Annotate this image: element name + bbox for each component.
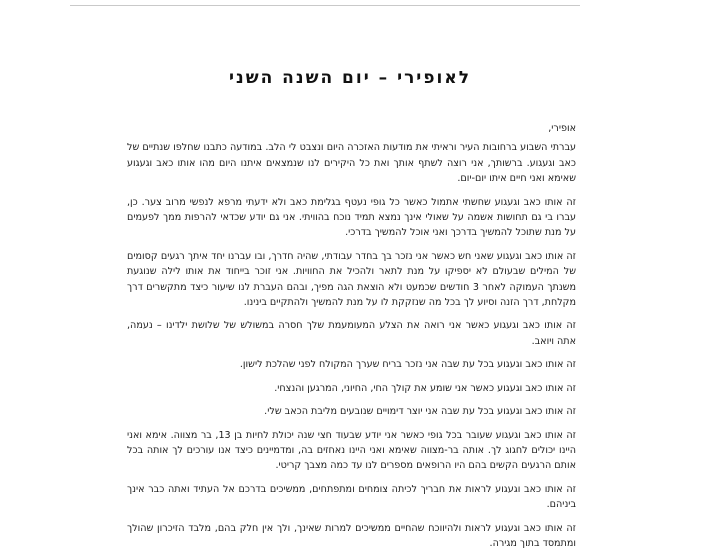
letter-greeting: אופירי, xyxy=(548,123,576,134)
letter-body xyxy=(127,121,576,559)
letter-paragraph: זה אותו כאב וגעגוע לראות את חבריך לכיתה צומחים ומתפתחים, ממשיכים בדרכם אל העתיד ואתה כבר אינך ביניהם. xyxy=(127,483,576,511)
letter-paragraph: זה אותו כאב וגעגוע בכל עת שבה אני יוצר דימויים שנובעים מליבת הכאב שלי. xyxy=(264,406,576,418)
document-title: לאופירי – יום השנה השני xyxy=(228,68,471,88)
letter-paragraph: זה אותו כאב וגעגוע שחשתי אתמול כאשר כל גופי נעטף בגלימת כאב ולא ידעתי מרפא לנפשי מרוב צער. כן, עברו בי גם תחושות אשמה על שאולי אינך נמצא תמיד נוכח בהוויתי. אני גם יודע שכדאי להרפות ממך לפעמים על מנת שתוכל להמשיך בדרכך ואני אוכל להמשיך בדרכי. xyxy=(127,196,576,239)
letter-paragraph: זה אותו כאב וגעגוע כאשר אני רואה את הצלע המעומעמת שלך חסרה במשולש של שלושת ילדינו – נעמה, אתה ויואב. xyxy=(127,320,576,347)
letter-paragraph: זה אותו כאב וגעגוע כאשר אני שומע את קולך החי, החיוני, המרגען והנצחי. xyxy=(274,382,576,394)
scan-edge-line xyxy=(70,5,580,6)
letter-paragraph: זה אותו כאב וגעגוע שאני חש כאשר אני נזכר בך בחדר עבודתי, שהיה חדרך, ובו עברנו יחד איתך רגעים קסומים של המילים שבעולם לא יספיקו על מנת לתאר ולהכיל את החוויות. אני זוכר בייחוד את אותו לילה שנוגעת משנתך העמוקה לאחר 3 חודשים שכמעט ולא הוצאת הגה מפיך, ובהם העברת לנו שיעור כיצד מתקשרים דרך מקלחת, דרך הזנה וסיוע לך בכל מה שנזקקת לו על מנת להמשיך ולהתקיים בינינו. xyxy=(127,250,576,309)
letter-paragraph: עברתי השבוע ברחובות העיר וראיתי את מודעות האזכרה היום ונצבט לי הלב. במודעה כתבנו שחלפו שנתיים של כאב וגעגוע. ברשותך, אני רוצה לשתף אותך ואת כל היקירים לנו שנמצאים איתנו היום מהו אותו כאב וגעגוע שאימא ואני חיים איתו יום-יום. xyxy=(127,142,576,185)
letter-paragraph: זה אותו כאב וגעגוע בכל עת שבה אני נזכר בריח שערך המקולח לפני שהלכת לישון. xyxy=(239,359,576,371)
letter-paragraph: זה אותו כאב וגעגוע שעובר בכל גופי כאשר אני יודע שבעוד חצי שנה יכולת לחיות בן 13, בר מצווה. אימא ואני היינו יכולים לחגוג לך. אותה בר-מצווה שאימא ואני היינו נאחזים בה, ומדמיינים כיצד אנו עורכים לך אותה בכל אותם הרגעים הקשים בהם היו הרופאים מספרים לנו עד כמה מצבך קריטי. xyxy=(127,429,577,472)
letter-paragraph: זה אותו כאב וגעגוע לראות ולהיווכח שהחיים ממשיכים למרות שאינך, ולך אין חלק בהם, מלבד הזיכרון שהולך ומתמסד בתוך מגירה. xyxy=(127,522,576,549)
